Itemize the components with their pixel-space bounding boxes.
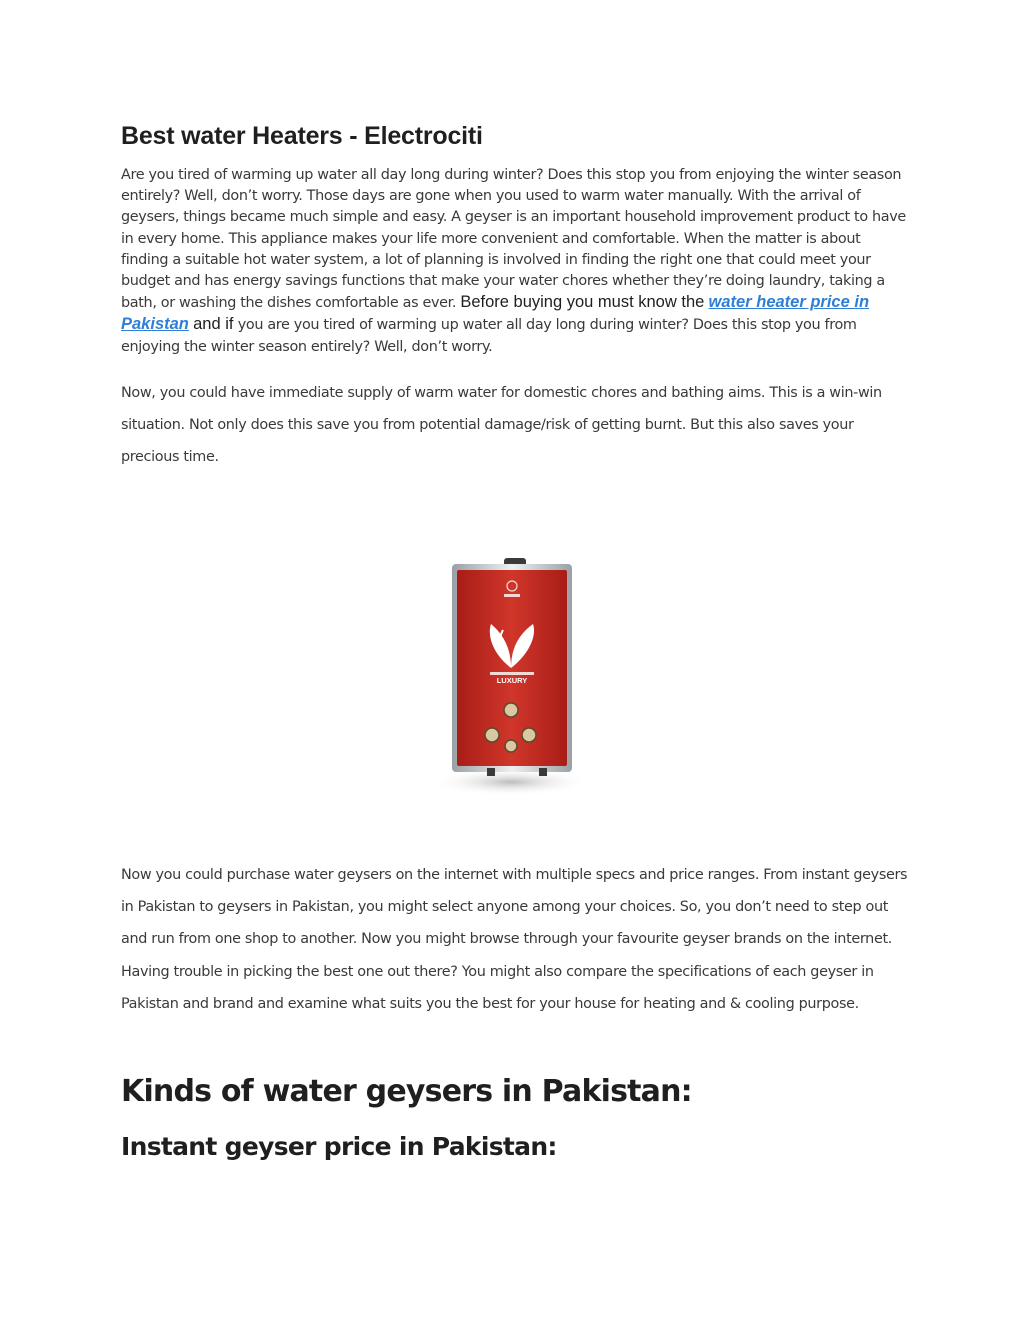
intro-paragraph [121, 165, 911, 358]
document-page [121, 122, 911, 1161]
water-geyser-icon [361, 520, 661, 824]
geyser-image [361, 520, 661, 824]
section-heading: Kinds of water geysers in Pakistan: [121, 1074, 692, 1109]
intro-text-after: you are you tired of warming up water all day long during winter? Does this stop you from enjoying the winter season entirely? Well, don’t worry. [121, 317, 857, 355]
intro-arial-text: Before buying you must know the [460, 293, 705, 312]
intro-arial-text-after: and if [193, 315, 234, 334]
brand-label: LUXURY [496, 676, 528, 685]
intro-text: Are you tired of warming up water all day long during winter? Does this stop you from enjoying the winter season entirely? Well, don’t worry. Those days are gone when you used to warm water manually. With the arrival of geysers, things became much simple and easy. A geyser is an important household improvement product to have in every home. This appliance makes your life more convenient and comfortable. When the matter is about finding a suitable hot water system, a lot of planning is involved in finding the right one that could meet your budget and has energy savings functions that make your water chores whether they’re doing laundry, taking a bath, or washing the dishes comfortable as ever. [121, 167, 906, 312]
subsection-heading: Instant geyser price in Pakistan: [121, 1132, 557, 1161]
supply-paragraph: Now, you could have immediate supply of warm water for domestic chores and bathing aims. This is a win-win situation. Not only does this save you from potential damage/risk of getting burnt. But this also saves your precious time. [121, 384, 882, 466]
page-title: Best water Heaters - Electrociti [121, 122, 483, 150]
water-heater-price-link[interactable]: water heater price in Pakistan [121, 293, 870, 334]
purchase-paragraph: Now you could purchase water geysers on the internet with multiple specs and price ranges. From instant geysers in Pakistan to geysers in Pakistan, you might select anyone among your choices. So, you don’t need to step out and run from one shop to another. Now you might browse through your favourite geyser brands on the internet. Having trouble in picking the best one out there? You might also compare the specifications of each geyser in Pakistan and brand and examine what suits you the best for your house for heating and & cooling purpose. [121, 867, 908, 1012]
